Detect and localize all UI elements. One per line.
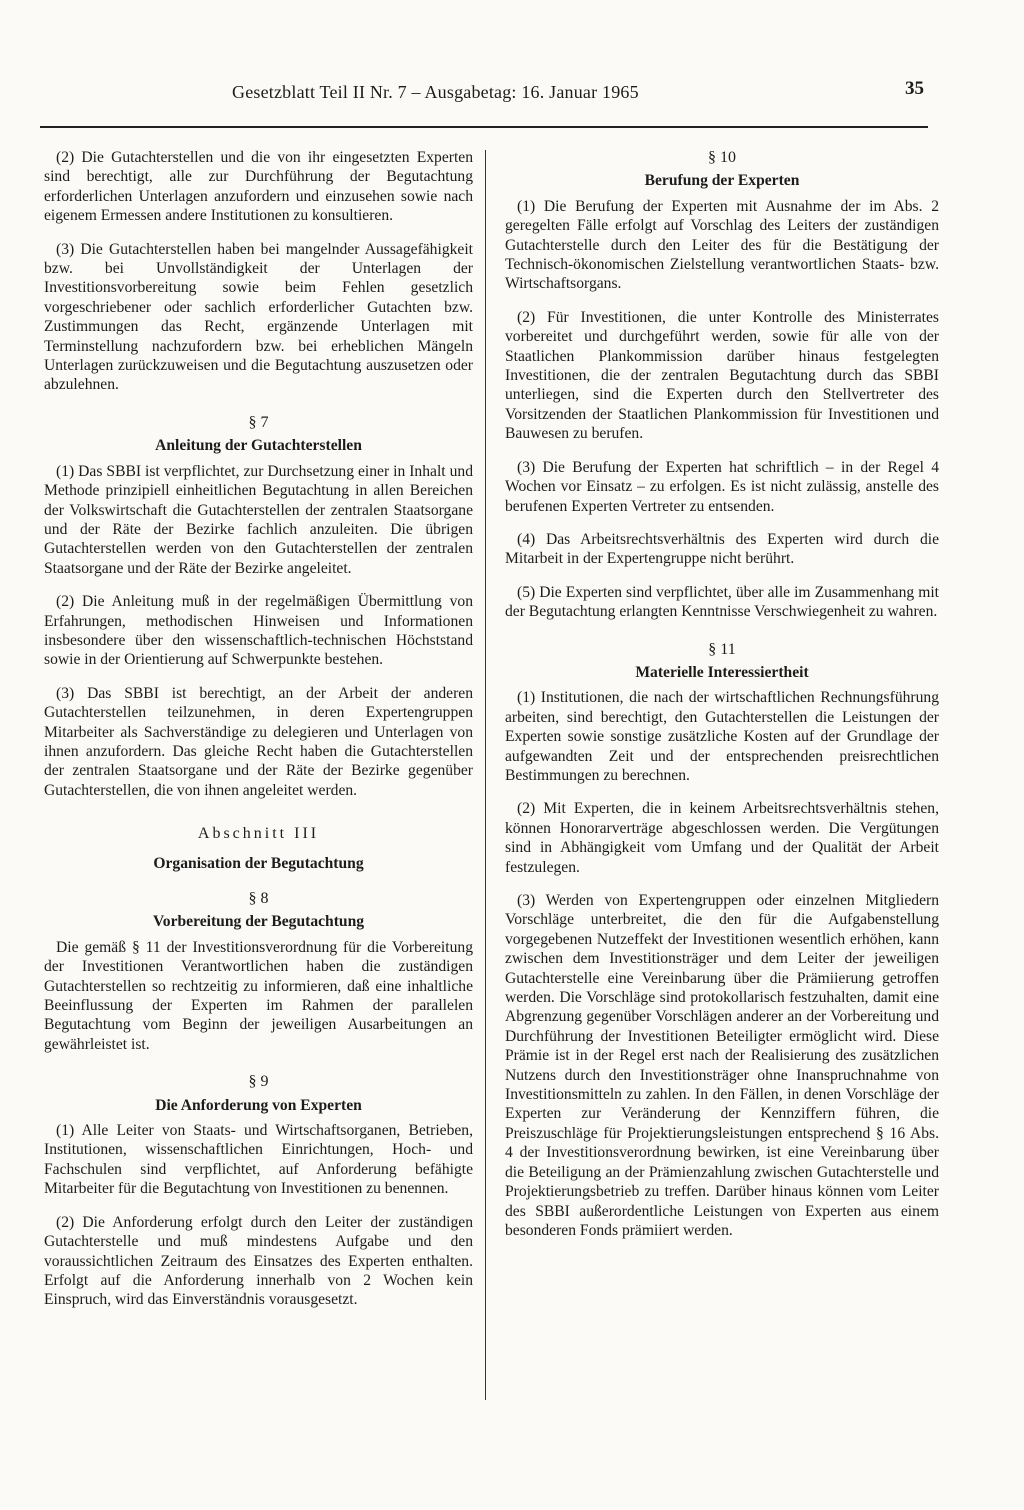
section-7-number: § 7 [248, 413, 269, 431]
part-3-title: Organisation der Begutachtung [153, 854, 364, 872]
paragraph-7-1: (1) Das SBBI ist verpflichtet, zur Durchsetzung einer in Inhalt und Methode prinzipiell einheitlichen Begutachtung in allen Bereichen der Volkswirtschaft die Gutachterstellen der zentralen Staatsorgane und der Räte der Bezirke fachlich anzuleiten. Die übrigen Gutachterstellen werden von den Gutachterstellen der zentralen Staatsorgane und der Räte der Bezirke angeleitet. [44, 462, 473, 577]
right-column [505, 148, 939, 1254]
section-8-number: § 8 [248, 890, 269, 907]
part-3-label: Abschnitt III [197, 825, 320, 843]
paragraph-10-4: (4) Das Arbeitsrechtsverhältnis des Experten wird durch die Mitarbeit in der Expertengruppe nicht berührt. [505, 530, 939, 568]
left-column [44, 148, 473, 1324]
section-10-number: § 10 [708, 149, 736, 166]
section-8-title: Vorbereitung der Begutachtung [152, 913, 365, 931]
paragraph-9-1: (1) Alle Leiter von Staats- und Wirtschaftsorganen, Betrieben, Institutionen, wissenschaftlichen Einrichtungen, Hoch- und Fachschulen sind verpflichtet, auf Anforderung befähigte Mitarbeiter für die Begutachtung von Investitionen zu benennen. [44, 1122, 473, 1198]
column-divider [485, 150, 486, 1400]
paragraph-10-2: (2) Für Investitionen, die unter Kontrolle des Ministerrates vorbereitet und durchgeführt werden, sowie für alle von der Staatlichen Plankommission darüber hinaus festgelegten Investitionen, die der zentralen Begutachtung durch das SBBI unterliegen, sind die Experten durch den Stellvertreter des Vorsitzenden der Staatlichen Plankommission für Investitionen und Bauwesen zu berufen. [505, 308, 939, 443]
paragraph-10-1: (1) Die Berufung der Experten mit Ausnahme der im Abs. 2 geregelten Fälle erfolgt auf Vorschlag des Leiters der zuständigen Gutachterstelle durch den Leiter des für die Bestätigung der Technisch-ökonomischen Zielstellung verantwortlichen Staats- bzw. Wirtschaftsorgans. [505, 197, 939, 293]
paragraph-7-3: (3) Das SBBI ist berechtigt, an der Arbeit der anderen Gutachterstellen teilzunehmen, in deren Expertengruppen Mitarbeiter als Sachverständige zu delegieren und Unterlagen von ihnen anzufordern. Das gleiche Recht haben die Gutachterstellen der zentralen Staatsorgane und der Räte der Bezirke gegenüber Gutachterstellen, die von ihnen angeleitet werden. [44, 684, 473, 799]
paragraph-11-2: (2) Mit Experten, die in keinem Arbeitsrechtsverhältnis stehen, können Honorarverträge abgeschlossen werden. Die Vergütungen sind in Abhängigkeit vom Umfang und der Qualität der Arbeit festzulegen. [505, 800, 939, 876]
paragraph-11-1: (1) Institutionen, die nach der wirtschaftlichen Rechnungsführung arbeiten, sind berechtigt, den Gutachterstellen die Leistungen der Experten sowie sonstige zusätzliche Kosten auf der Grundlage der aufgewandten Zeit und der entsprechenden preisrechtlichen Bestimmungen zu berechnen. [505, 689, 939, 784]
paragraph-10-3: (3) Die Berufung der Experten hat schriftlich – in der Regel 4 Wochen vor Einsatz – zu erfolgen. Es ist nicht zulässig, anstelle des berufenen Experten Vertreter zu entsenden. [505, 458, 939, 515]
paragraph-9-2: (2) Die Anforderung erfolgt durch den Leiter der zuständigen Gutachterstelle und muß mindestens Aufgabe und den voraussichtlichen Zeitraum des Einsatzes des Experten enthalten. Erfolgt auf die Anforderung innerhalb von 2 Wochen kein Einspruch, wird das Einverständnis vorausgesetzt. [44, 1213, 473, 1309]
section-11-title: Materielle Interessiertheit [635, 663, 809, 681]
page-header [40, 78, 928, 118]
paragraph-8: Die gemäß § 11 der Investitionsverordnung für die Vorbereitung der Investitionen Verantwortlichen haben die zuständigen Gutachterstellen so rechtzeitig zu informieren, daß eine inhaltliche Beeinflussung der Experten im Rahmen der parallelen Begutachtung vom Beginn der jeweiligen Ausarbeitungen an gewährleistet ist. [44, 938, 473, 1053]
section-7-title: Anleitung der Gutachterstellen [155, 437, 362, 455]
section-10-title: Berufung der Experten [644, 172, 800, 190]
paragraph-10-5: (5) Die Experten sind verpflichtet, über alle im Zusammenhang mit der Begutachtung erlangten Kenntnisse Verschwiegenheit zu wahren. [505, 583, 939, 621]
section-9-number: § 9 [248, 1073, 269, 1091]
paragraph-6-2: (2) Die Gutachterstellen und die von ihr eingesetzten Experten sind berechtigt, alle zur Durchführung der Begutachtung erforderlichen Unterlagen anzufordern und einzusehen sowie nach eigenem Ermessen andere Institutionen zu konsultieren. [44, 149, 473, 225]
section-9-title: Die Anforderung von Experten [155, 1096, 362, 1114]
page-number: 35 [905, 78, 924, 99]
paragraph-7-2: (2) Die Anleitung muß in der regelmäßigen Übermittlung von Erfahrungen, methodischen Hinweisen und Informationen insbesondere über den wissenschaftlich-technischen Höchststand sowie in der Orientierung auf Schwerpunkte bestehen. [44, 593, 473, 669]
page-header-title: Gesetzblatt Teil II Nr. 7 – Ausgabetag: 16. Januar 1965 [232, 82, 639, 102]
paragraph-11-3: (3) Werden von Expertengruppen oder einzelnen Mitgliedern Vorschläge unterbreitet, die den für die Aufgabenstellung vorgegebenen Nutzeffekt der Investitionen wesentlich erhöhen, kann zwischen dem Investitionsträger und dem Leiter der jeweiligen Gutachterstelle eine Vereinbarung über die Prämiierung getroffen werden. Die Vorschläge sind protokollarisch festzuhalten, damit eine Abgrenzung gegenüber Vorschlägen anderer an der Vorbereitung und Durchführung der Investitionen Beteiligter ermöglicht wird. Diese Prämie ist in der Regel erst nach der Realisierung des zusätzlichen Nutzens durch den Investitionsträger ohne Inanspruchnahme von Investitionsmitteln zu zahlen. In den Fällen, in denen Vorschläge der Experten zur Veränderung der Kennziffern führen, die Preiszuschläge für Projektierungsleistungen entsprechend § 16 Abs. 4 der Investitionsverordnung bewirken, ist eine Vereinbarung über die Beteiligung an der Prämienzahlung zwischen Gutachterstelle und Projektierungsbetrieb zu treffen. Darüber hinaus können vom Leiter des SBBI außerordentliche Leistungen von Experten aus einem besonderen Fonds prämiiert werden. [505, 892, 939, 1239]
paragraph-6-3: (3) Die Gutachterstellen haben bei mangelnder Aussagefähigkeit bzw. bei Unvollständigkeit der Unterlagen der Investitionsvorbereitung sowie beim Fehlen gesetzlich vorgeschriebener oder sachlich erforderlicher Gutachten bzw. Zustimmungen das Recht, ergänzende Unterlagen mit Terminstellung nachzufordern bzw. bei erheblichen Mängeln Unterlagen zurückzuweisen und die Begutachtung auszusetzen oder abzulehnen. [44, 240, 473, 394]
section-11-number: § 11 [708, 640, 736, 658]
header-rule [40, 126, 928, 128]
